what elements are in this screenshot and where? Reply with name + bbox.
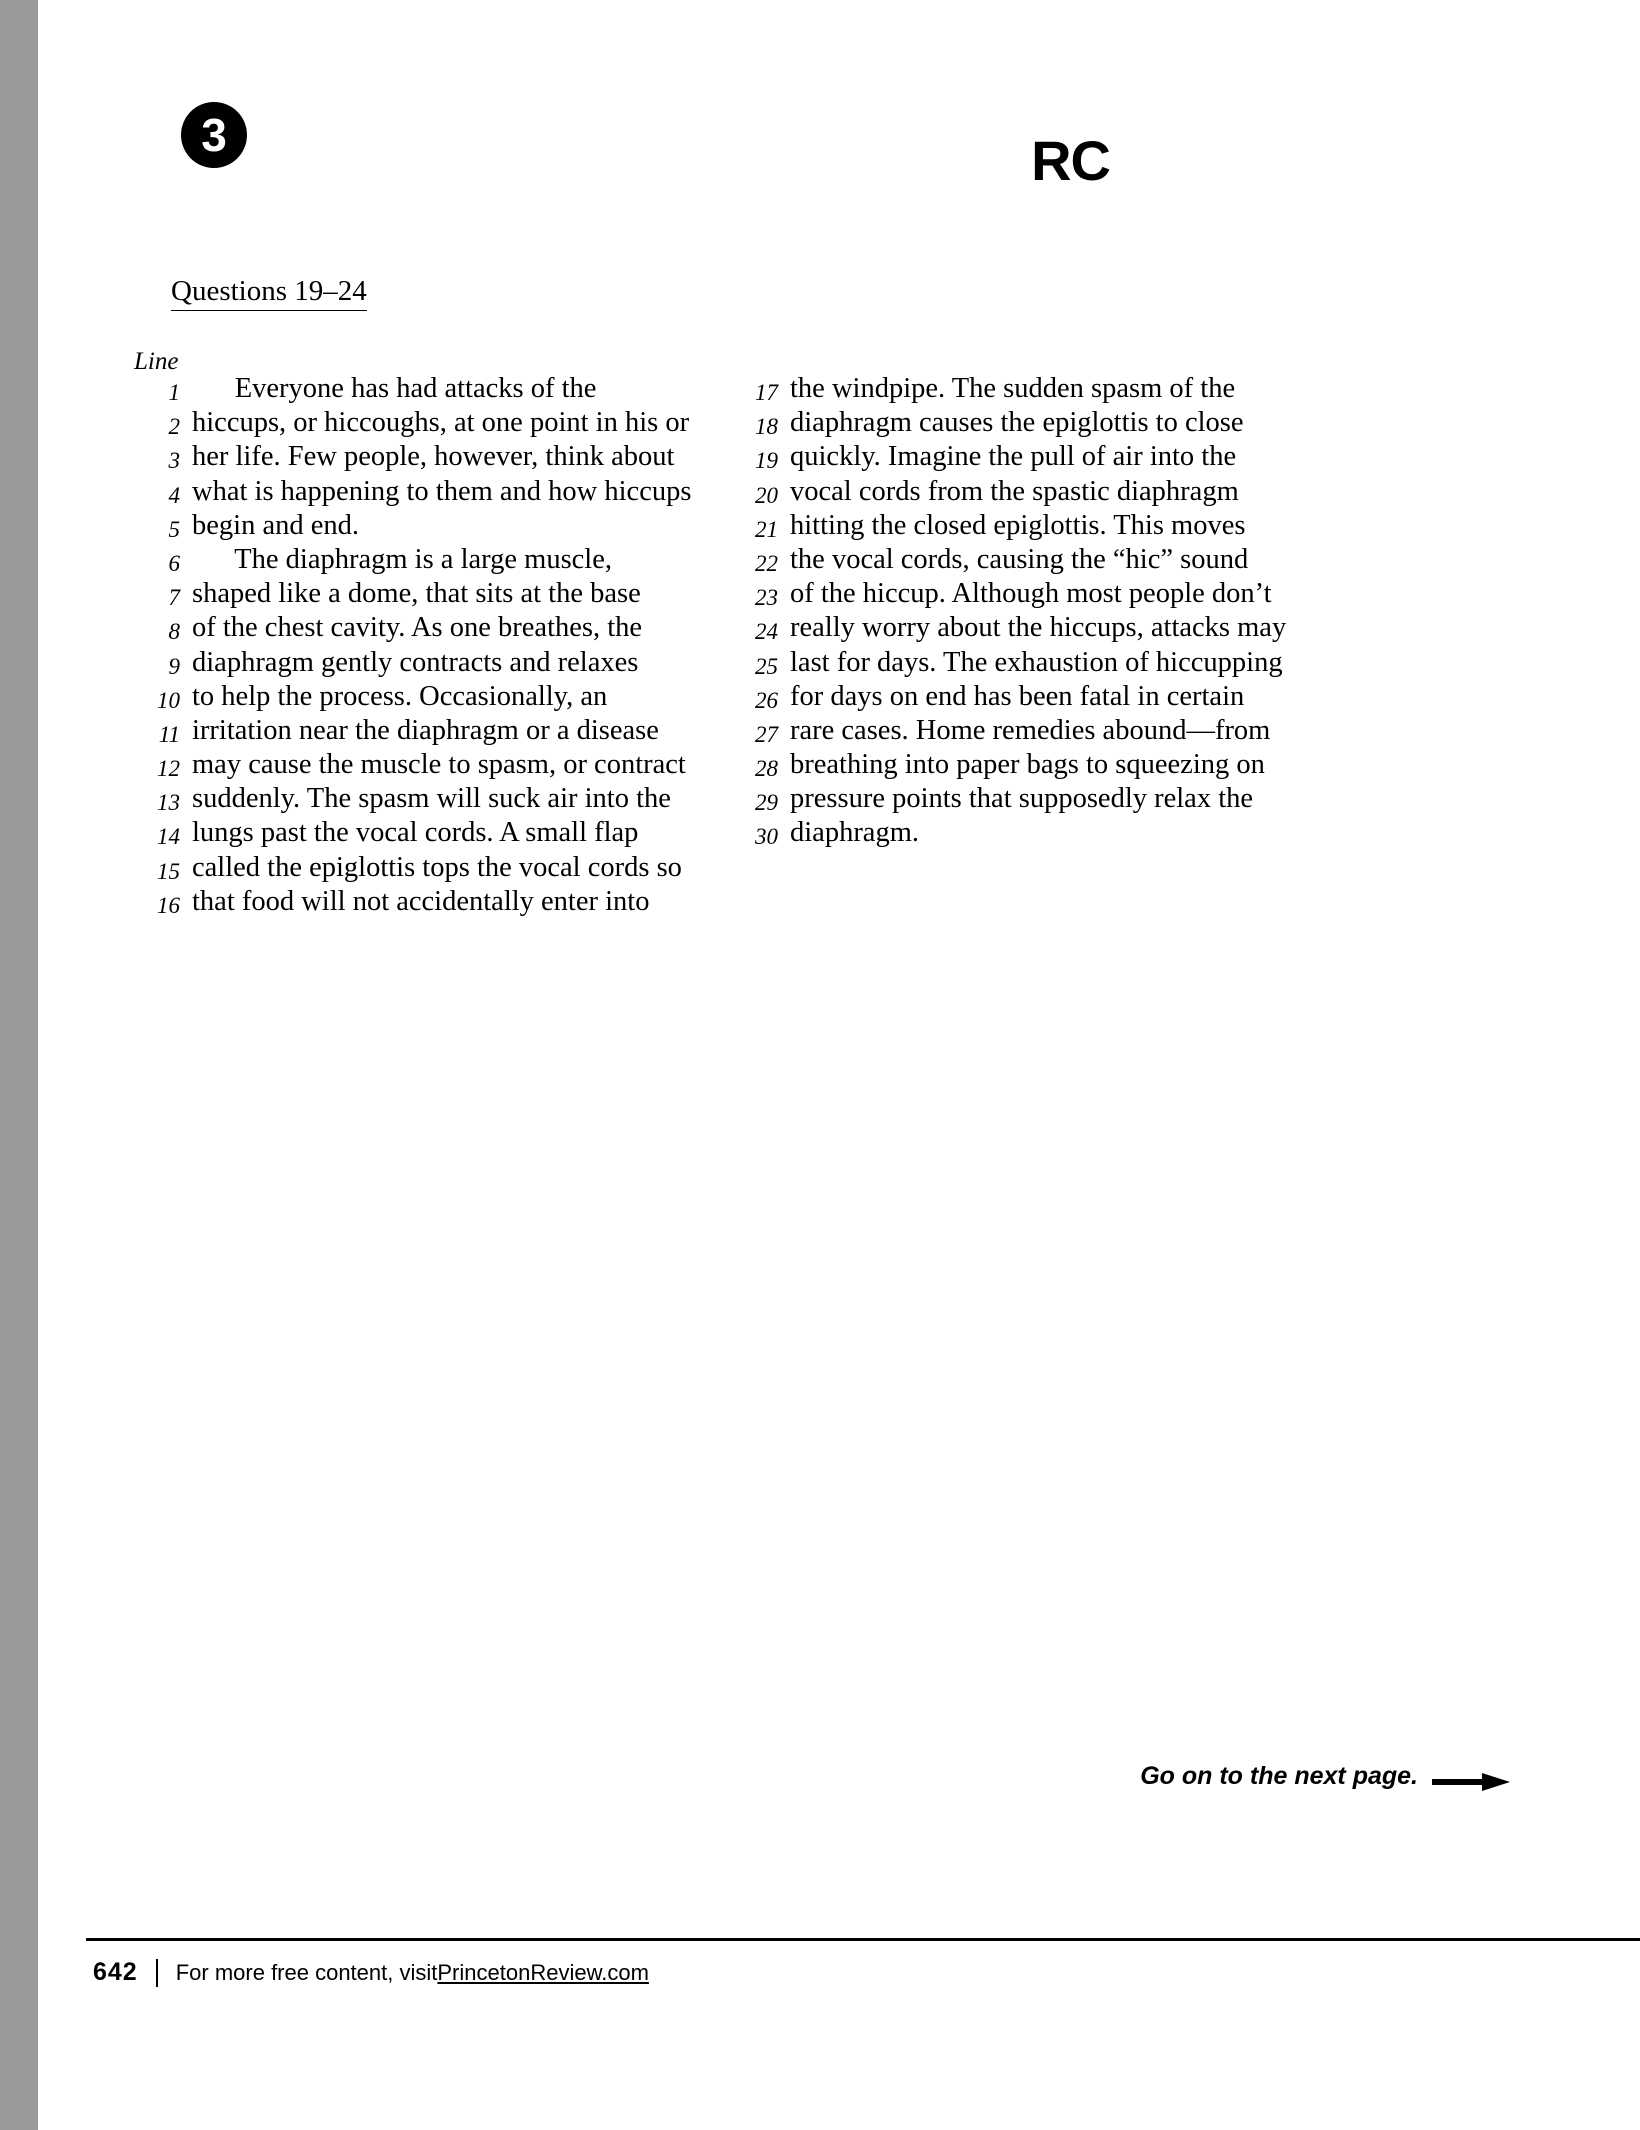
passage-line: [732, 509, 1332, 543]
section-number-badge: 3: [181, 102, 247, 168]
line-number: 20: [755, 482, 778, 508]
passage-line: [134, 475, 744, 509]
line-number: 6: [168, 550, 180, 576]
passage-line: [134, 577, 744, 611]
line-number: 15: [157, 858, 180, 884]
line-number: 19: [755, 448, 778, 474]
passage-line: [732, 748, 1332, 782]
passage-line: [134, 509, 744, 543]
passage-line: [134, 748, 744, 782]
passage-line: [732, 372, 1332, 406]
line-number: 29: [755, 790, 778, 816]
passage-line: [134, 714, 744, 748]
line-number: 4: [168, 482, 180, 508]
line-text: irritation near the diaphragm or a disease: [192, 714, 659, 746]
line-number: 3: [168, 448, 180, 474]
line-number: 17: [755, 380, 778, 405]
passage-line: [134, 646, 744, 680]
passage-line: [732, 782, 1332, 816]
passage-line: [134, 440, 744, 474]
line-text: that food will not accidentally enter into: [192, 885, 650, 917]
line-number: 22: [755, 550, 778, 576]
line-number: 28: [755, 756, 778, 782]
line-text: her life. Few people, however, think about: [192, 441, 675, 473]
passage-line: [732, 646, 1332, 680]
line-number: 16: [157, 892, 180, 918]
passage-line: [732, 714, 1332, 748]
passage-line: [134, 885, 744, 919]
passage-line: [732, 543, 1332, 577]
line-text: what is happening to them and how hiccups: [192, 475, 692, 507]
line-number: 12: [157, 756, 180, 782]
passage-line: [732, 475, 1332, 509]
passage-line: [134, 543, 744, 577]
line-number: 1: [168, 380, 180, 405]
line-number: 18: [755, 414, 778, 440]
line-number: 9: [168, 653, 180, 679]
line-number: 14: [157, 824, 180, 850]
line-number: 8: [168, 619, 180, 645]
line-text: hitting the closed epiglottis. This moves: [790, 509, 1246, 541]
line-text: of the hiccup. Although most people don’t: [790, 578, 1272, 610]
passage-line: [732, 611, 1332, 645]
line-text: to help the process. Occasionally, an: [192, 680, 608, 712]
passage-line: [732, 680, 1332, 714]
passage-line: [134, 851, 744, 885]
line-text: of the chest cavity. As one breathes, the: [192, 612, 643, 644]
passage-line: [134, 372, 744, 406]
page-footer: [93, 1958, 649, 1987]
passage-line: [134, 816, 744, 850]
passage-line: [732, 577, 1332, 611]
footer-link[interactable]: PrincetonReview.com: [437, 1959, 649, 1985]
page-content: [38, 0, 1640, 2130]
footer-separator: [156, 1959, 158, 1987]
line-text: vocal cords from the spastic diaphragm: [790, 475, 1239, 507]
left-margin-bar: [0, 0, 38, 2130]
line-number: 13: [157, 790, 180, 816]
line-text: the vocal cords, causing the “hic” sound: [790, 543, 1249, 575]
line-text: called the epiglottis tops the vocal cords so: [192, 851, 682, 883]
passage-line: [134, 611, 744, 645]
line-text: diaphragm.: [790, 817, 920, 849]
line-text: diaphragm causes the epiglottis to close: [790, 407, 1244, 439]
right-arrow-icon: [1432, 1773, 1510, 1791]
line-text: may cause the muscle to spasm, or contract: [192, 749, 686, 781]
questions-heading: Questions 19–24: [171, 276, 367, 311]
line-text: pressure points that supposedly relax the: [790, 783, 1254, 815]
line-text: last for days. The exhaustion of hiccupping: [790, 646, 1283, 678]
go-on-note: Go on to the next page.: [1140, 1762, 1418, 1790]
passage-line: [732, 816, 1332, 850]
line-number: 23: [755, 585, 778, 611]
line-text: quickly. Imagine the pull of air into the: [790, 441, 1237, 473]
line-number: 26: [755, 687, 778, 713]
section-code-label: RC: [1031, 129, 1110, 192]
line-number: 7: [168, 585, 180, 611]
line-text: for days on end has been fatal in certain: [790, 680, 1245, 712]
line-text: rare cases. Home remedies abound—from: [790, 714, 1271, 746]
line-text: begin and end.: [192, 509, 359, 541]
passage-column-right: [732, 372, 1332, 851]
passage-line: [732, 406, 1332, 440]
line-text: really worry about the hiccups, attacks may: [790, 612, 1287, 644]
line-number: 27: [755, 721, 778, 747]
line-number: 24: [755, 619, 778, 645]
line-text: hiccups, or hiccoughs, at one point in his or: [192, 407, 690, 439]
line-text: Everyone has had attacks of the: [192, 373, 597, 404]
line-text: the windpipe. The sudden spasm of the: [790, 373, 1236, 404]
footer-text: For more free content, visit: [175, 1959, 438, 1985]
line-text: shaped like a dome, that sits at the base: [192, 578, 641, 610]
line-text: The diaphragm is a large muscle,: [192, 543, 612, 575]
passage-column-left: [134, 372, 744, 919]
line-text: diaphragm gently contracts and relaxes: [192, 646, 639, 678]
line-number: 21: [755, 516, 778, 542]
line-text: lungs past the vocal cords. A small flap: [192, 817, 639, 849]
page-number: 642: [93, 1958, 138, 1986]
line-text: breathing into paper bags to squeezing on: [790, 749, 1265, 781]
line-number: 10: [157, 687, 180, 713]
passage-line: [134, 406, 744, 440]
passage-line: [732, 440, 1332, 474]
line-label: Line: [134, 348, 179, 375]
passage-line: [134, 680, 744, 714]
line-number: 11: [158, 721, 180, 747]
footer-divider: [86, 1938, 1640, 1941]
line-text: suddenly. The spasm will suck air into the: [192, 783, 671, 815]
line-number: 30: [755, 824, 778, 850]
line-number: 2: [168, 414, 180, 440]
line-number: 5: [168, 516, 180, 542]
line-number: 25: [755, 653, 778, 679]
passage-line: [134, 782, 744, 816]
